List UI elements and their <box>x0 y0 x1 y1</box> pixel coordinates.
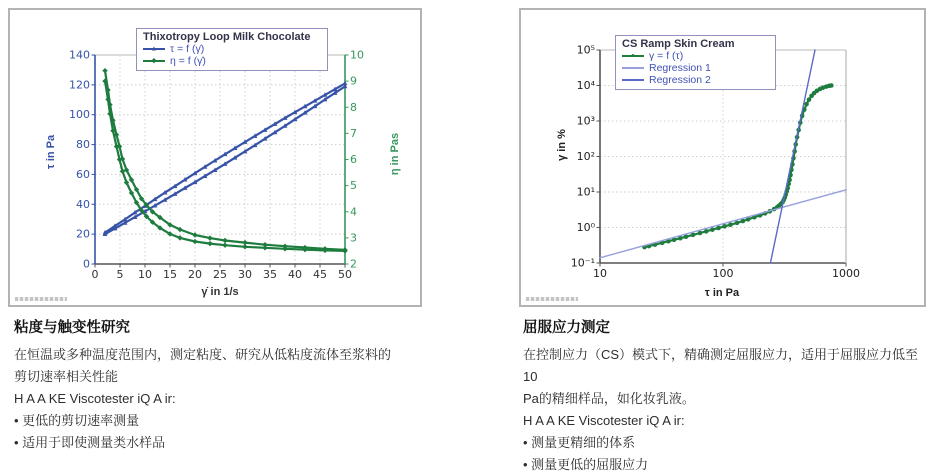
legend-entry-tau <box>143 43 321 55</box>
left-text-section <box>14 316 480 454</box>
section-line: H A A KE Viscotester iQ A ir: <box>523 413 685 428</box>
triangle-marker-icon: ▲ <box>150 45 158 53</box>
svg-text:10⁵: 10⁵ <box>576 43 595 57</box>
svg-text:140: 140 <box>69 48 90 62</box>
bullet-item: • 适用于即使测量类水样品 <box>14 435 166 450</box>
svg-text:10²: 10² <box>576 150 595 163</box>
circle-marker-icon: ● <box>630 52 636 60</box>
svg-text:10: 10 <box>593 267 607 280</box>
svg-text:10¹: 10¹ <box>576 185 595 199</box>
legend-entry-regression-2 <box>622 74 769 86</box>
right-chart-title: CS Ramp Skin Cream <box>622 38 735 50</box>
svg-text:4: 4 <box>350 205 357 219</box>
svg-text:10⁻¹: 10⁻¹ <box>570 256 595 270</box>
right-chart-y-axis-title: γ in % <box>556 129 568 161</box>
diamond-marker-icon: ◆ <box>151 57 157 65</box>
regression1-symbol <box>622 63 644 73</box>
section-line: 剪切速率相关性能 <box>14 369 119 384</box>
svg-text:15: 15 <box>163 268 177 281</box>
svg-text:60: 60 <box>76 167 90 181</box>
section-line: H A A KE Viscotester iQ A ir: <box>14 391 176 406</box>
left-chart-title: Thixotropy Loop Milk Chocolate <box>143 31 311 43</box>
svg-text:1000: 1000 <box>832 267 860 280</box>
bullet-item: • 测量更精细的体系 <box>523 435 636 450</box>
section-heading: 屈服应力测定 <box>523 320 610 336</box>
svg-text:25: 25 <box>213 268 227 281</box>
svg-text:40: 40 <box>288 268 302 281</box>
svg-text:100: 100 <box>712 267 734 280</box>
tau-series-symbol <box>143 44 165 54</box>
legend-entry-regression-1 <box>622 62 769 74</box>
right-chart-x-axis-title: τ in Pa <box>704 287 740 299</box>
svg-text:30: 30 <box>238 268 252 281</box>
section-line: 在恒温或多种温度范围内，测定粘度、研究从低粘度流体至浆料的 <box>14 347 392 362</box>
bullet-item: • 更低的剪切速率测量 <box>14 413 140 428</box>
bullet-item: • 测量更低的屈服应力 <box>523 457 649 472</box>
svg-text:50: 50 <box>338 268 352 281</box>
right-chart-legend <box>615 35 776 90</box>
legend-label-regression-1: Regression 1 <box>649 62 711 74</box>
legend-entry-eta <box>143 55 321 67</box>
watermark-text <box>526 297 578 301</box>
legend-label-gamma: γ = f (τ) <box>649 50 684 62</box>
svg-text:10⁰: 10⁰ <box>576 221 595 234</box>
svg-text:3: 3 <box>350 231 357 245</box>
svg-text:20: 20 <box>188 268 202 281</box>
svg-text:8: 8 <box>350 100 357 114</box>
left-chart-card <box>8 8 422 307</box>
svg-text:10³: 10³ <box>576 114 595 128</box>
svg-text:5: 5 <box>350 179 357 193</box>
svg-text:20: 20 <box>76 227 90 241</box>
svg-text:7: 7 <box>350 126 357 140</box>
legend-label-eta: η = f (γ̇) <box>170 55 206 67</box>
svg-text:0: 0 <box>83 257 90 271</box>
svg-text:45: 45 <box>313 268 327 281</box>
svg-text:9: 9 <box>350 74 357 88</box>
svg-text:6: 6 <box>350 153 357 166</box>
right-text-section <box>523 316 927 476</box>
svg-text:40: 40 <box>76 197 90 211</box>
section-heading: 粘度与触变性研究 <box>14 320 130 336</box>
svg-text:35: 35 <box>263 268 277 281</box>
legend-label-regression-2: Regression 2 <box>649 74 711 86</box>
svg-text:100: 100 <box>69 108 90 122</box>
regression1-line-icon <box>622 67 644 69</box>
watermark-text <box>15 297 67 301</box>
left-chart-y-left-axis-title: τ in Pa <box>45 134 57 170</box>
svg-text:10: 10 <box>350 48 364 62</box>
legend-label-tau: τ = f (γ̇) <box>170 43 205 55</box>
legend-entry-gamma <box>622 50 769 62</box>
svg-text:2: 2 <box>350 257 357 271</box>
left-chart-y-right-axis-title: η in Pas <box>389 132 401 176</box>
gamma-series-symbol <box>622 51 644 61</box>
right-chart-card <box>519 8 926 307</box>
regression2-symbol <box>622 75 644 85</box>
regression2-line-icon <box>622 79 644 81</box>
svg-text:5: 5 <box>116 268 124 281</box>
svg-text:10⁴: 10⁴ <box>576 79 595 92</box>
svg-text:80: 80 <box>76 138 90 152</box>
section-line: 在控制应力（CS）模式下，精确测定屈服应力，适用于屈服应力低至10 <box>523 347 919 384</box>
section-line: Pa的精细样品，如化妆乳液。 <box>523 391 695 406</box>
left-chart-x-axis-title: γ̇ in 1/s <box>201 286 239 298</box>
eta-series-symbol <box>143 56 165 66</box>
svg-text:0: 0 <box>91 268 99 281</box>
svg-text:120: 120 <box>69 78 90 92</box>
svg-text:10: 10 <box>138 268 152 281</box>
left-chart-legend <box>136 28 328 71</box>
